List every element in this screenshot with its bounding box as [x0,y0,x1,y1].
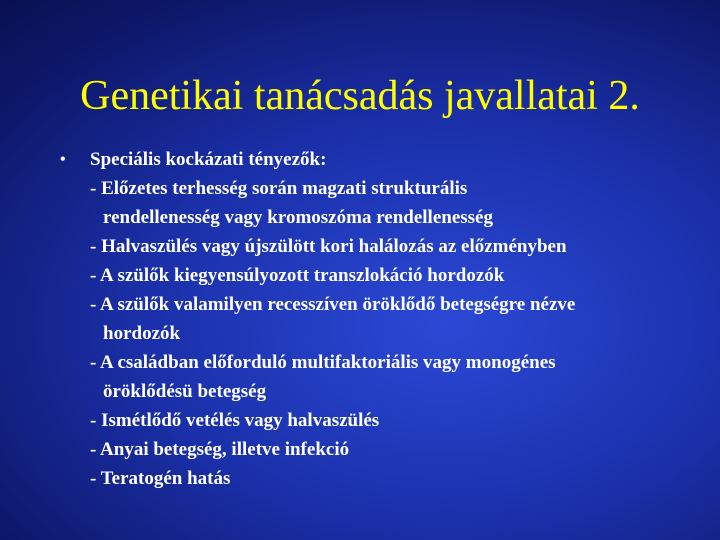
sub-item-line: - A szülők kiegyensúlyozott transzlokáció hordozók [90,265,505,286]
sub-item-4 [60,290,700,348]
sub-item-6 [60,406,700,435]
bullet-label: Speciális kockázati tényezők: [90,149,327,170]
bullet-list [60,145,700,493]
sub-item-2 [60,232,700,261]
sub-item-line: - Halvaszülés vagy újszülött kori halálozás az előzményben [90,236,567,257]
sub-item-line: - Anyai betegség, illetve infekció [90,439,350,460]
sub-item-line: - A szülők valamilyen recesszíven öröklődő betegségre nézve [90,294,576,315]
sub-item-line: - A családban előforduló multifaktoriális vagy monogénes [90,352,556,373]
sub-item-continuation: öröklődésü betegség [103,381,267,402]
sub-item-line: - Teratogén hatás [90,468,231,489]
sub-item-7 [60,435,700,464]
sub-item-8 [60,464,700,493]
sub-item-3 [60,261,700,290]
sub-item-1 [60,174,700,232]
slide-title: Genetikai tanácsadás javallatai 2. [80,73,640,119]
sub-item-line: - Ismétlődő vetélés vagy halvaszülés [90,410,380,431]
bullet-dot-icon: • [60,151,66,168]
sub-item-5 [60,348,700,406]
sub-item-continuation: rendellenesség vagy kromoszóma rendellenesség [103,207,493,228]
sub-item-continuation: hordozók [103,323,181,344]
sub-item-line: - Előzetes terhesség során magzati strukturális [90,178,468,199]
bullet-item [60,145,700,174]
